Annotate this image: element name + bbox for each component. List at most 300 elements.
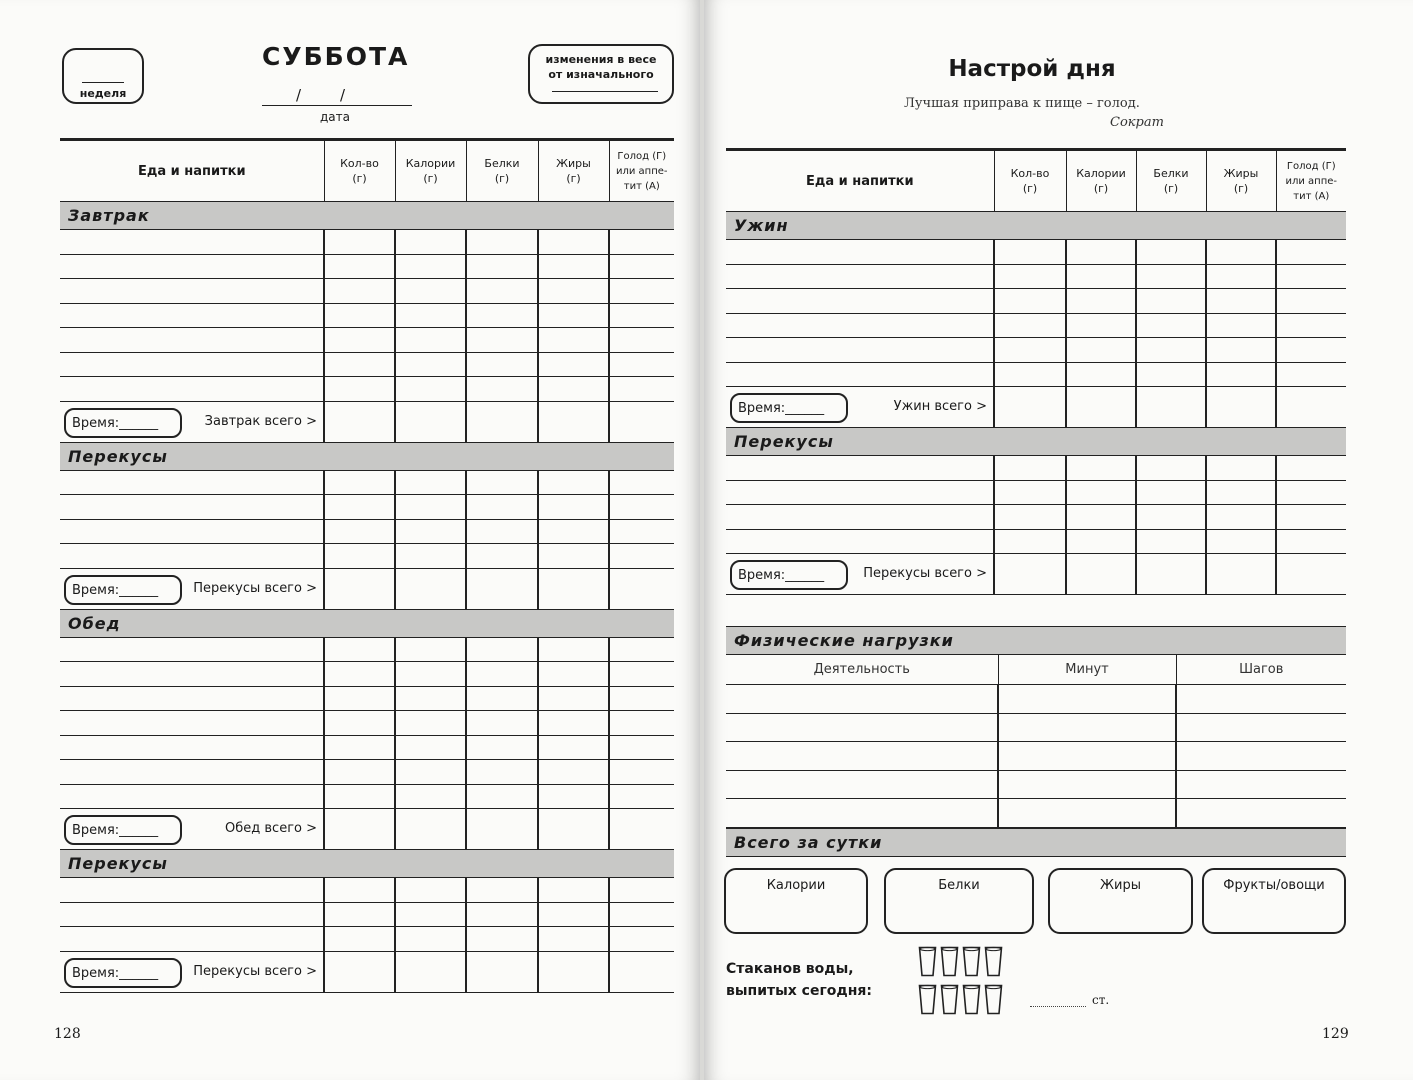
hunger-cell[interactable] <box>1276 240 1346 265</box>
calories-cell[interactable] <box>395 735 466 760</box>
calories-cell[interactable] <box>1066 456 1136 481</box>
section-header-lunch <box>60 609 674 637</box>
qty-cell[interactable] <box>994 529 1066 554</box>
fat-cell[interactable] <box>538 735 609 760</box>
table-row <box>60 230 674 255</box>
calories-cell[interactable] <box>395 352 466 377</box>
fat-cell[interactable] <box>538 711 609 736</box>
table-row <box>726 713 1346 742</box>
qty-cell[interactable] <box>324 328 395 353</box>
activity-cell[interactable] <box>726 713 998 742</box>
calories-total-cell[interactable] <box>395 568 466 609</box>
hunger-cell[interactable] <box>609 377 674 402</box>
table-row <box>726 480 1346 505</box>
protein-cell[interactable] <box>466 377 538 402</box>
section-header-breakfast <box>60 202 674 230</box>
calories-cell[interactable] <box>395 686 466 711</box>
qty-cell[interactable] <box>994 264 1066 289</box>
food-cell[interactable] <box>726 456 994 481</box>
food-cell[interactable] <box>60 352 324 377</box>
total-row-label-cell <box>60 568 324 609</box>
hunger-total-cell[interactable] <box>1276 387 1346 428</box>
hunger-cell[interactable] <box>1276 456 1346 481</box>
steps-cell[interactable] <box>1176 742 1346 771</box>
section-title: Ужин <box>726 212 1346 240</box>
protein-total-cell[interactable] <box>466 951 538 992</box>
section-total-row <box>726 554 1346 595</box>
qty-cell[interactable] <box>324 352 395 377</box>
fat-cell[interactable] <box>538 784 609 809</box>
fat-cell[interactable] <box>1206 529 1276 554</box>
protein-cell[interactable] <box>466 328 538 353</box>
time-field[interactable]: Время:______ <box>730 393 848 423</box>
fat-cell[interactable] <box>1206 505 1276 530</box>
fat-cell[interactable] <box>1206 264 1276 289</box>
protein-total-cell[interactable] <box>1136 554 1206 595</box>
date-slash: / <box>340 86 346 104</box>
fat-total-cell[interactable] <box>538 809 609 850</box>
hunger-cell[interactable] <box>609 328 674 353</box>
minutes-cell[interactable] <box>998 685 1176 714</box>
activity-cell[interactable] <box>726 770 998 799</box>
food-cell[interactable] <box>726 338 994 363</box>
qty-cell[interactable] <box>994 338 1066 363</box>
time-field[interactable]: Время:______ <box>64 958 182 988</box>
qty-cell[interactable] <box>324 735 395 760</box>
col-fat: Жиры (г) <box>1206 150 1276 212</box>
protein-cell[interactable] <box>466 279 538 304</box>
activity-cell[interactable] <box>726 742 998 771</box>
qty-total-cell[interactable] <box>324 568 395 609</box>
food-cell[interactable] <box>60 902 324 927</box>
activity-cell[interactable] <box>726 799 998 828</box>
protein-cell[interactable] <box>1136 240 1206 265</box>
steps-cell[interactable] <box>1176 799 1346 828</box>
qty-cell[interactable] <box>324 686 395 711</box>
calories-cell[interactable] <box>395 279 466 304</box>
protein-total-cell[interactable] <box>466 568 538 609</box>
daily-protein-box[interactable]: Белки <box>884 868 1034 934</box>
food-cell[interactable] <box>60 784 324 809</box>
food-cell[interactable] <box>726 505 994 530</box>
calories-cell[interactable] <box>1066 362 1136 387</box>
table-row <box>726 742 1346 771</box>
qty-cell[interactable] <box>324 902 395 927</box>
water-glass-icon[interactable] <box>918 984 937 1015</box>
calories-cell[interactable] <box>395 760 466 785</box>
calories-cell[interactable] <box>395 662 466 687</box>
protein-cell[interactable] <box>466 760 538 785</box>
food-cell[interactable] <box>60 470 324 495</box>
daily-fat-box[interactable]: Жиры <box>1048 868 1193 934</box>
protein-cell[interactable] <box>466 303 538 328</box>
qty-cell[interactable] <box>324 230 395 255</box>
qty-cell[interactable] <box>324 303 395 328</box>
minutes-cell[interactable] <box>998 799 1176 828</box>
hunger-cell[interactable] <box>609 352 674 377</box>
hunger-cell[interactable] <box>609 784 674 809</box>
fat-cell[interactable] <box>538 352 609 377</box>
calories-total-cell[interactable] <box>395 809 466 850</box>
hunger-cell[interactable] <box>609 878 674 903</box>
steps-cell[interactable] <box>1176 685 1346 714</box>
table-row <box>60 544 674 569</box>
weight-change-label: от изначального <box>548 68 654 81</box>
date-slash: / <box>296 86 302 104</box>
total-row-label-cell <box>60 401 324 442</box>
section-title: Физические нагрузки <box>726 627 1346 655</box>
qty-cell[interactable] <box>324 878 395 903</box>
col-fat: Жиры (г) <box>538 140 609 202</box>
table-row <box>60 328 674 353</box>
hunger-total-cell[interactable] <box>609 568 674 609</box>
food-cell[interactable] <box>60 637 324 662</box>
steps-cell[interactable] <box>1176 770 1346 799</box>
qty-cell[interactable] <box>324 279 395 304</box>
hunger-total-cell[interactable] <box>609 951 674 992</box>
food-cell[interactable] <box>726 529 994 554</box>
daily-calories-box[interactable]: Калории <box>724 868 868 934</box>
food-cell[interactable] <box>60 495 324 520</box>
fat-cell[interactable] <box>538 927 609 952</box>
col-qty: Кол-во (г) <box>324 140 395 202</box>
food-cell[interactable] <box>60 760 324 785</box>
total-row-label-cell <box>726 554 994 595</box>
qty-total-cell[interactable] <box>324 951 395 992</box>
protein-total-cell[interactable] <box>466 809 538 850</box>
time-field[interactable]: Время:______ <box>64 408 182 438</box>
protein-cell[interactable] <box>1136 264 1206 289</box>
hunger-cell[interactable] <box>609 470 674 495</box>
hunger-cell[interactable] <box>609 711 674 736</box>
steps-cell[interactable] <box>1176 713 1346 742</box>
food-cell[interactable] <box>60 711 324 736</box>
col-protein: Белки (г) <box>1136 150 1206 212</box>
calories-total-cell[interactable] <box>1066 387 1136 428</box>
calories-cell[interactable] <box>395 637 466 662</box>
table-row <box>726 240 1346 265</box>
hunger-cell[interactable] <box>609 519 674 544</box>
water-glass-icon[interactable] <box>962 946 981 977</box>
total-row-label-cell <box>726 387 994 428</box>
daily-fruits-vegetables-box[interactable]: Фрукты/овощи <box>1202 868 1346 934</box>
hunger-cell[interactable] <box>609 279 674 304</box>
food-cell[interactable] <box>60 279 324 304</box>
calories-cell[interactable] <box>395 470 466 495</box>
minutes-cell[interactable] <box>998 770 1176 799</box>
protein-cell[interactable] <box>1136 313 1206 338</box>
qty-cell[interactable] <box>324 254 395 279</box>
qty-cell[interactable] <box>324 495 395 520</box>
section-title: Перекусы <box>726 428 1346 456</box>
calories-cell[interactable] <box>395 784 466 809</box>
section-total-label: Перекусы всего > <box>863 566 987 581</box>
protein-cell[interactable] <box>466 735 538 760</box>
calories-cell[interactable] <box>395 544 466 569</box>
food-cell[interactable] <box>726 264 994 289</box>
protein-cell[interactable] <box>466 637 538 662</box>
water-glass-icon[interactable] <box>984 946 1003 977</box>
protein-cell[interactable] <box>466 711 538 736</box>
calories-cell[interactable] <box>395 878 466 903</box>
time-field[interactable]: Время:______ <box>64 815 182 845</box>
qty-cell[interactable] <box>994 505 1066 530</box>
food-cell[interactable] <box>60 686 324 711</box>
fat-cell[interactable] <box>538 519 609 544</box>
minutes-cell[interactable] <box>998 713 1176 742</box>
food-cell[interactable] <box>60 230 324 255</box>
section-total-label: Завтрак всего > <box>204 413 317 429</box>
food-cell[interactable] <box>60 927 324 952</box>
protein-cell[interactable] <box>466 686 538 711</box>
protein-cell[interactable] <box>466 902 538 927</box>
time-field[interactable]: Время:______ <box>64 575 182 605</box>
protein-cell[interactable] <box>1136 456 1206 481</box>
qty-total-cell[interactable] <box>324 809 395 850</box>
calories-cell[interactable] <box>395 927 466 952</box>
qty-cell[interactable] <box>994 480 1066 505</box>
section-header-snacks2 <box>60 850 674 878</box>
fat-cell[interactable] <box>538 377 609 402</box>
water-glass-icon[interactable] <box>940 946 959 977</box>
hunger-total-cell[interactable] <box>609 809 674 850</box>
total-row-label-cell <box>60 809 324 850</box>
protein-cell[interactable] <box>466 878 538 903</box>
protein-cell[interactable] <box>1136 480 1206 505</box>
qty-cell[interactable] <box>994 240 1066 265</box>
qty-cell[interactable] <box>994 313 1066 338</box>
fat-cell[interactable] <box>538 495 609 520</box>
fat-cell[interactable] <box>538 902 609 927</box>
hunger-cell[interactable] <box>609 544 674 569</box>
qty-total-cell[interactable] <box>994 387 1066 428</box>
food-diary-table <box>60 138 674 993</box>
date-input-line[interactable] <box>262 86 412 106</box>
fat-cell[interactable] <box>538 878 609 903</box>
water-glass-icon[interactable] <box>984 984 1003 1015</box>
water-glass-icon[interactable] <box>918 946 937 977</box>
fat-cell[interactable] <box>538 637 609 662</box>
time-field[interactable]: Время:______ <box>730 560 848 590</box>
fat-cell[interactable] <box>1206 480 1276 505</box>
col-steps: Шагов <box>1176 655 1346 685</box>
calories-total-cell[interactable] <box>395 951 466 992</box>
hunger-cell[interactable] <box>1276 480 1346 505</box>
food-cell[interactable] <box>60 544 324 569</box>
fat-cell[interactable] <box>1206 289 1276 314</box>
hunger-cell[interactable] <box>609 927 674 952</box>
protein-cell[interactable] <box>1136 529 1206 554</box>
calories-total-cell[interactable] <box>1066 554 1136 595</box>
activity-cell[interactable] <box>726 685 998 714</box>
qty-cell[interactable] <box>324 637 395 662</box>
protein-cell[interactable] <box>466 230 538 255</box>
fat-total-cell[interactable] <box>538 401 609 442</box>
fat-cell[interactable] <box>538 662 609 687</box>
food-cell[interactable] <box>60 735 324 760</box>
qty-cell[interactable] <box>994 362 1066 387</box>
food-cell[interactable] <box>726 240 994 265</box>
protein-cell[interactable] <box>466 662 538 687</box>
food-cell[interactable] <box>60 662 324 687</box>
minutes-cell[interactable] <box>998 742 1176 771</box>
calories-cell[interactable] <box>1066 505 1136 530</box>
qty-cell[interactable] <box>324 544 395 569</box>
food-cell[interactable] <box>60 254 324 279</box>
fat-cell[interactable] <box>538 230 609 255</box>
calories-cell[interactable] <box>395 254 466 279</box>
fat-cell[interactable] <box>538 470 609 495</box>
col-hunger: Голод (Г) или аппе- тит (А) <box>1276 150 1346 212</box>
food-cell[interactable] <box>60 377 324 402</box>
qty-total-cell[interactable] <box>994 554 1066 595</box>
hunger-cell[interactable] <box>609 230 674 255</box>
col-calories: Калории (г) <box>395 140 466 202</box>
hunger-cell[interactable] <box>609 760 674 785</box>
calories-cell[interactable] <box>395 902 466 927</box>
section-title: Перекусы <box>60 850 674 878</box>
protein-cell[interactable] <box>466 927 538 952</box>
food-cell[interactable] <box>60 303 324 328</box>
calories-cell[interactable] <box>395 495 466 520</box>
protein-cell[interactable] <box>466 254 538 279</box>
qty-cell[interactable] <box>324 470 395 495</box>
hunger-cell[interactable] <box>609 495 674 520</box>
table-row <box>60 279 674 304</box>
protein-cell[interactable] <box>1136 338 1206 363</box>
water-glasses <box>918 946 1006 1022</box>
fat-cell[interactable] <box>1206 456 1276 481</box>
qty-total-cell[interactable] <box>324 401 395 442</box>
qty-cell[interactable] <box>324 711 395 736</box>
hunger-cell[interactable] <box>609 662 674 687</box>
table-header <box>60 140 674 202</box>
fat-cell[interactable] <box>1206 338 1276 363</box>
water-glass-icon[interactable] <box>962 984 981 1015</box>
calories-cell[interactable] <box>1066 264 1136 289</box>
fat-cell[interactable] <box>1206 362 1276 387</box>
hunger-cell[interactable] <box>1276 505 1346 530</box>
hunger-cell[interactable] <box>609 902 674 927</box>
qty-cell[interactable] <box>324 519 395 544</box>
hunger-cell[interactable] <box>609 303 674 328</box>
calories-cell[interactable] <box>1066 240 1136 265</box>
calories-total-cell[interactable] <box>395 401 466 442</box>
calories-cell[interactable] <box>395 303 466 328</box>
table-row <box>60 784 674 809</box>
protein-cell[interactable] <box>466 519 538 544</box>
food-cell[interactable] <box>726 480 994 505</box>
fat-cell[interactable] <box>538 328 609 353</box>
hunger-cell[interactable] <box>1276 264 1346 289</box>
fat-cell[interactable] <box>538 254 609 279</box>
table-row <box>726 338 1346 363</box>
protein-total-cell[interactable] <box>1136 387 1206 428</box>
protein-cell[interactable] <box>1136 289 1206 314</box>
col-protein: Белки (г) <box>466 140 538 202</box>
qty-cell[interactable] <box>994 289 1066 314</box>
calories-cell[interactable] <box>395 519 466 544</box>
table-row <box>60 686 674 711</box>
hunger-cell[interactable] <box>1276 529 1346 554</box>
calories-cell[interactable] <box>395 377 466 402</box>
table-row <box>60 927 674 952</box>
activity-table <box>726 626 1346 828</box>
qty-cell[interactable] <box>324 377 395 402</box>
hunger-cell[interactable] <box>1276 313 1346 338</box>
fat-cell[interactable] <box>538 544 609 569</box>
fat-total-cell[interactable] <box>1206 554 1276 595</box>
page-number: 129 <box>1322 1026 1349 1042</box>
weight-change-input-line[interactable] <box>552 91 658 92</box>
water-glass-icon[interactable] <box>940 984 959 1015</box>
food-cell[interactable] <box>726 362 994 387</box>
calories-cell[interactable] <box>395 230 466 255</box>
hunger-cell[interactable] <box>609 254 674 279</box>
protein-cell[interactable] <box>1136 505 1206 530</box>
fat-cell[interactable] <box>1206 313 1276 338</box>
food-cell[interactable] <box>60 328 324 353</box>
calories-cell[interactable] <box>1066 289 1136 314</box>
week-input-line[interactable] <box>82 82 124 83</box>
protein-cell[interactable] <box>466 495 538 520</box>
qty-cell[interactable] <box>994 456 1066 481</box>
calories-cell[interactable] <box>1066 313 1136 338</box>
fat-cell[interactable] <box>1206 240 1276 265</box>
fat-cell[interactable] <box>538 760 609 785</box>
qty-cell[interactable] <box>324 662 395 687</box>
fat-cell[interactable] <box>538 279 609 304</box>
calories-cell[interactable] <box>1066 338 1136 363</box>
fat-total-cell[interactable] <box>538 568 609 609</box>
hunger-cell[interactable] <box>1276 338 1346 363</box>
section-title: Обед <box>60 609 674 637</box>
food-cell[interactable] <box>726 289 994 314</box>
hunger-cell[interactable] <box>609 686 674 711</box>
calories-cell[interactable] <box>395 711 466 736</box>
hunger-total-cell[interactable] <box>1276 554 1346 595</box>
hunger-cell[interactable] <box>1276 362 1346 387</box>
fat-total-cell[interactable] <box>1206 387 1276 428</box>
qty-cell[interactable] <box>324 784 395 809</box>
col-qty: Кол-во (г) <box>994 150 1066 212</box>
protein-total-cell[interactable] <box>466 401 538 442</box>
fat-cell[interactable] <box>538 686 609 711</box>
hunger-cell[interactable] <box>609 637 674 662</box>
food-cell[interactable] <box>726 313 994 338</box>
calories-cell[interactable] <box>1066 480 1136 505</box>
section-total-row <box>60 809 674 850</box>
section-total-label: Перекусы всего > <box>193 580 317 596</box>
hunger-cell[interactable] <box>609 735 674 760</box>
qty-cell[interactable] <box>324 760 395 785</box>
calories-cell[interactable] <box>1066 529 1136 554</box>
qty-cell[interactable] <box>324 927 395 952</box>
fat-cell[interactable] <box>538 303 609 328</box>
hunger-total-cell[interactable] <box>609 401 674 442</box>
protein-cell[interactable] <box>466 470 538 495</box>
food-cell[interactable] <box>60 878 324 903</box>
hunger-cell[interactable] <box>1276 289 1346 314</box>
food-cell[interactable] <box>60 519 324 544</box>
protein-cell[interactable] <box>466 784 538 809</box>
protein-cell[interactable] <box>1136 362 1206 387</box>
protein-cell[interactable] <box>466 352 538 377</box>
water-count-line[interactable] <box>1030 1006 1086 1007</box>
protein-cell[interactable] <box>466 544 538 569</box>
fat-total-cell[interactable] <box>538 951 609 992</box>
calories-cell[interactable] <box>395 328 466 353</box>
